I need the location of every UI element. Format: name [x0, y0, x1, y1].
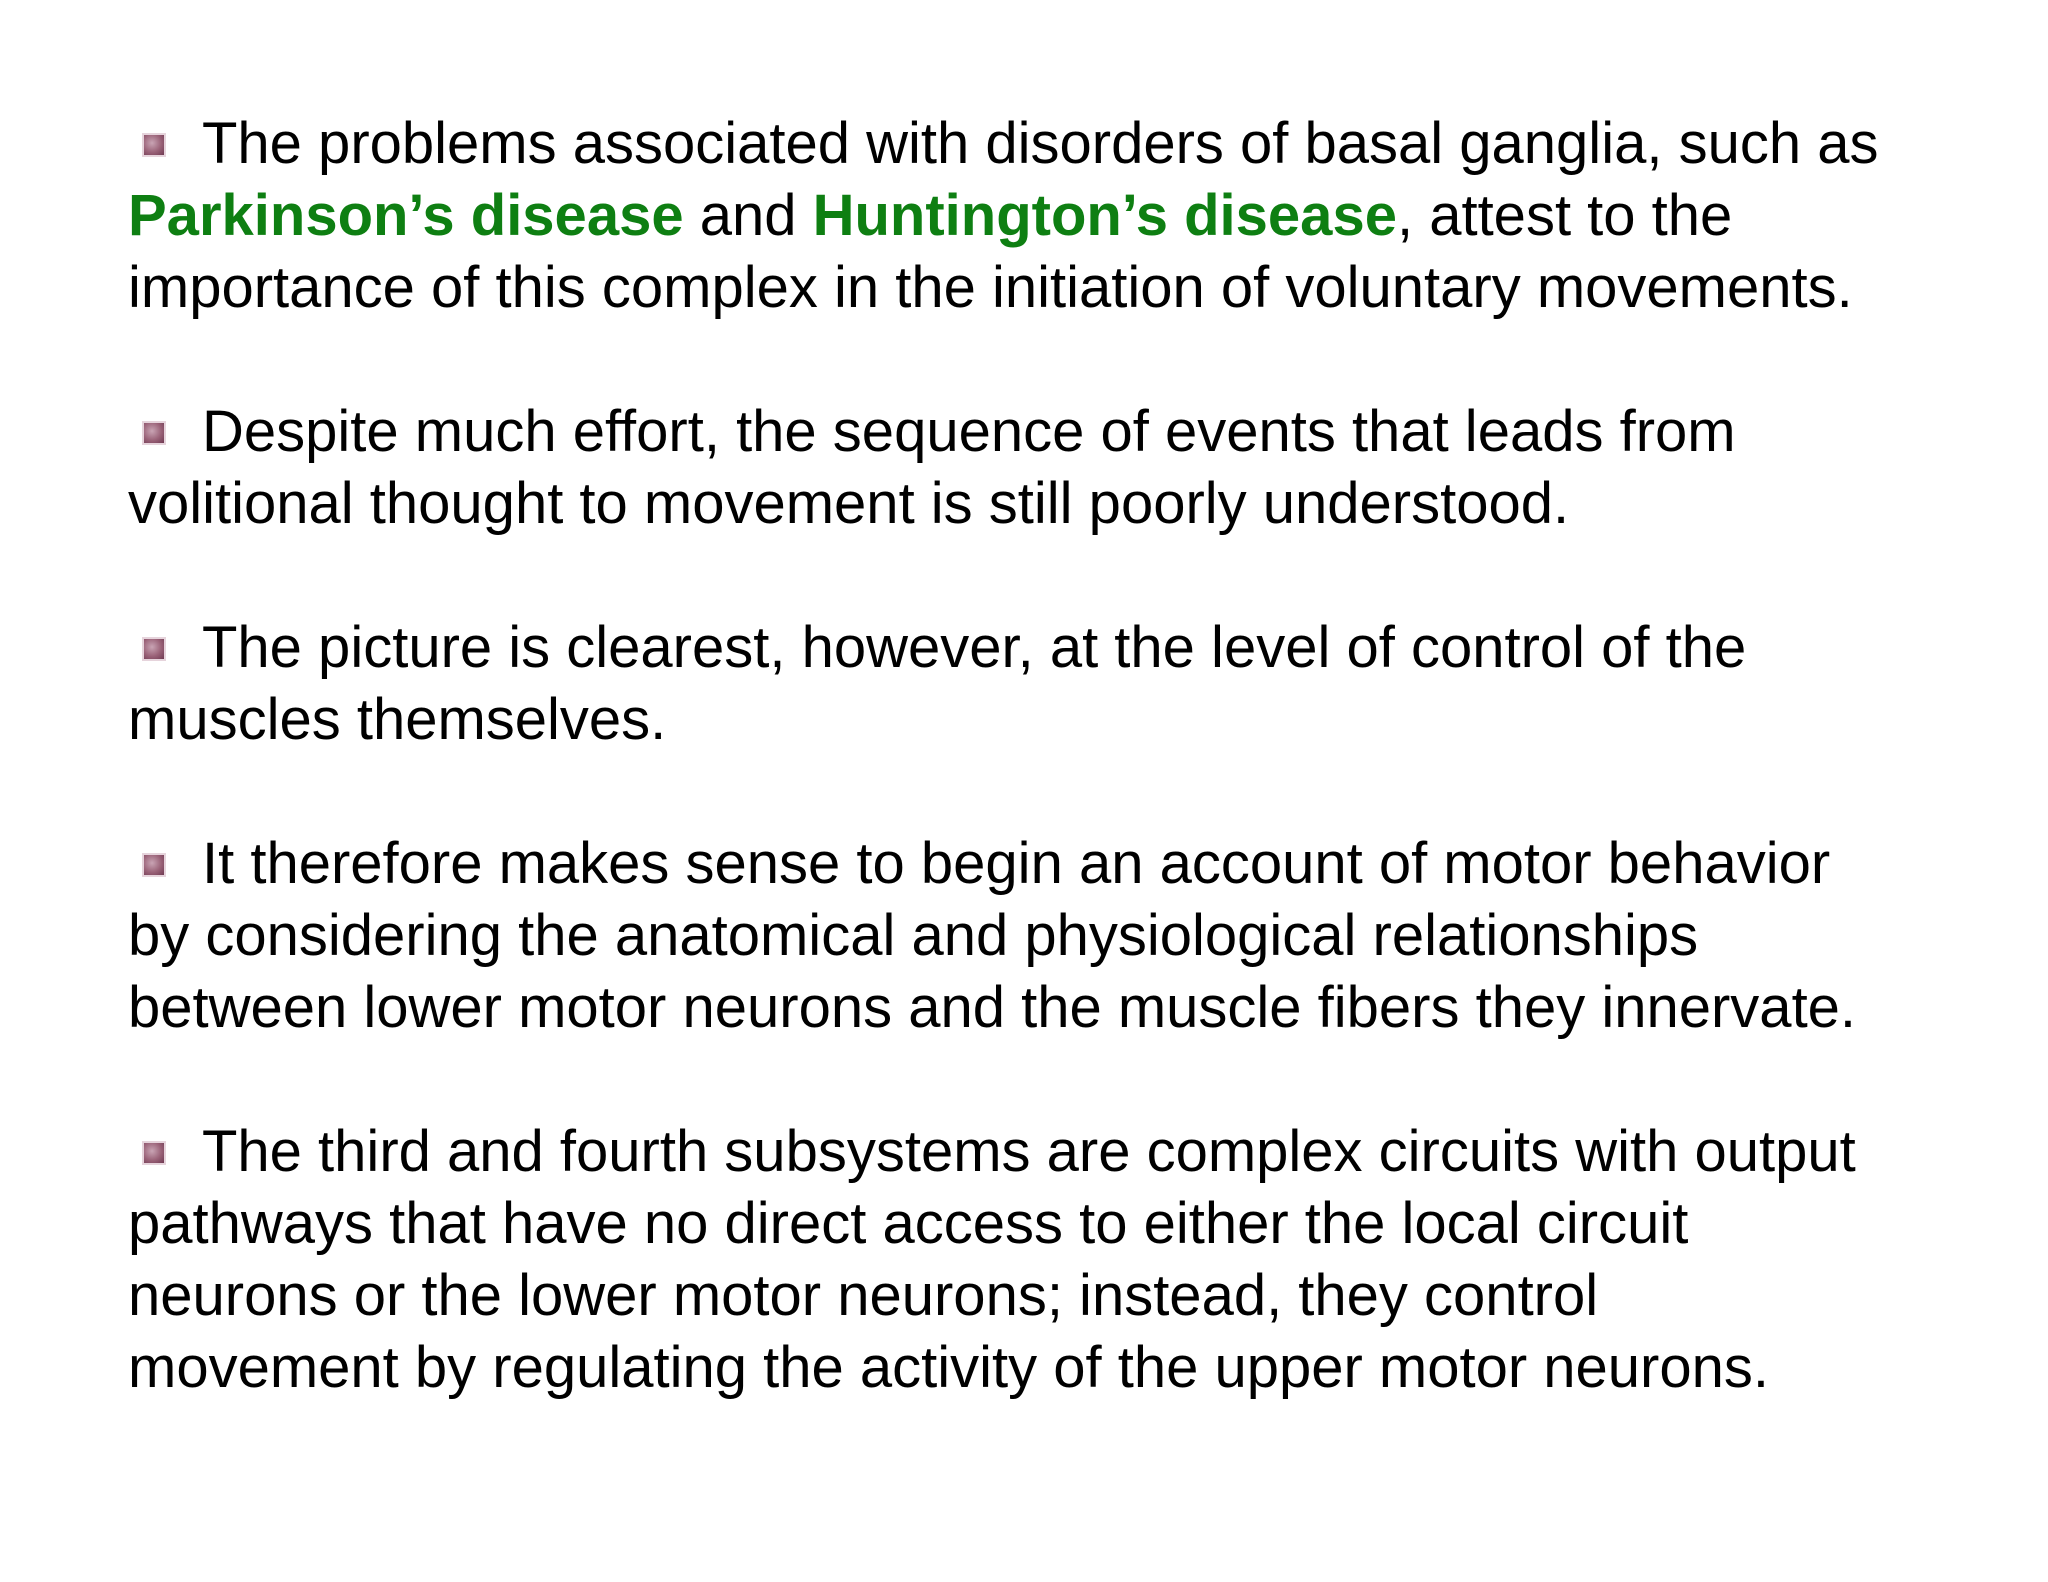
bullet-paragraph-4 — [128, 828, 1988, 1044]
paragraph-line — [128, 1332, 1988, 1404]
paragraph-text: , attest to the — [1396, 183, 1733, 248]
paragraph-text: and — [683, 183, 813, 248]
paragraph-text: importance of this complex in the initiation of voluntary movements. — [128, 255, 1853, 320]
highlight-term-parkinsons: Parkinson’s disease — [128, 183, 684, 248]
paragraph-text: Despite much effort, the sequence of events that leads from — [202, 399, 1736, 464]
paragraph-text: The third and fourth subsystems are complex circuits with output — [202, 1119, 1856, 1184]
paragraph-text: pathways that have no direct access to either the local circuit — [128, 1191, 1689, 1256]
paragraph-line — [128, 900, 1988, 972]
square-bullet-icon — [142, 637, 166, 661]
highlight-term-huntingtons: Huntington’s disease — [812, 183, 1397, 248]
square-bullet-icon — [142, 1141, 166, 1165]
paragraph-line — [128, 1188, 1988, 1260]
bullet-paragraph-1 — [128, 108, 1988, 324]
paragraph-line — [128, 252, 1988, 324]
bullet-paragraph-2 — [128, 396, 1988, 540]
paragraph-text: muscles themselves. — [128, 687, 667, 752]
paragraph-line — [128, 396, 1988, 468]
paragraph-line — [128, 972, 1988, 1044]
paragraph-line — [128, 468, 1988, 540]
square-bullet-icon — [142, 133, 166, 157]
bullet-list — [128, 108, 1988, 1476]
bullet-paragraph-3 — [128, 612, 1988, 756]
paragraph-line — [128, 1260, 1988, 1332]
paragraph-line — [128, 108, 1988, 180]
paragraph-text: volitional thought to movement is still poorly understood. — [128, 471, 1570, 536]
paragraph-text: The picture is clearest, however, at the level of control of the — [202, 615, 1747, 680]
paragraph-line — [128, 828, 1988, 900]
paragraph-text: by considering the anatomical and physiological relationships — [128, 903, 1699, 968]
paragraph-text: It therefore makes sense to begin an account of motor behavior — [202, 831, 1831, 896]
bullet-paragraph-5 — [128, 1116, 1988, 1404]
paragraph-line — [128, 180, 1988, 252]
paragraph-line — [128, 612, 1988, 684]
paragraph-line — [128, 684, 1988, 756]
square-bullet-icon — [142, 853, 166, 877]
paragraph-text: The problems associated with disorders of basal ganglia, such as — [202, 111, 1879, 176]
paragraph-text: neurons or the lower motor neurons; instead, they control — [128, 1263, 1599, 1328]
paragraph-text: between lower motor neurons and the muscle fibers they innervate. — [128, 975, 1857, 1040]
square-bullet-icon — [142, 421, 166, 445]
paragraph-text: movement by regulating the activity of the upper motor neurons. — [128, 1335, 1769, 1400]
paragraph-line — [128, 1116, 1988, 1188]
